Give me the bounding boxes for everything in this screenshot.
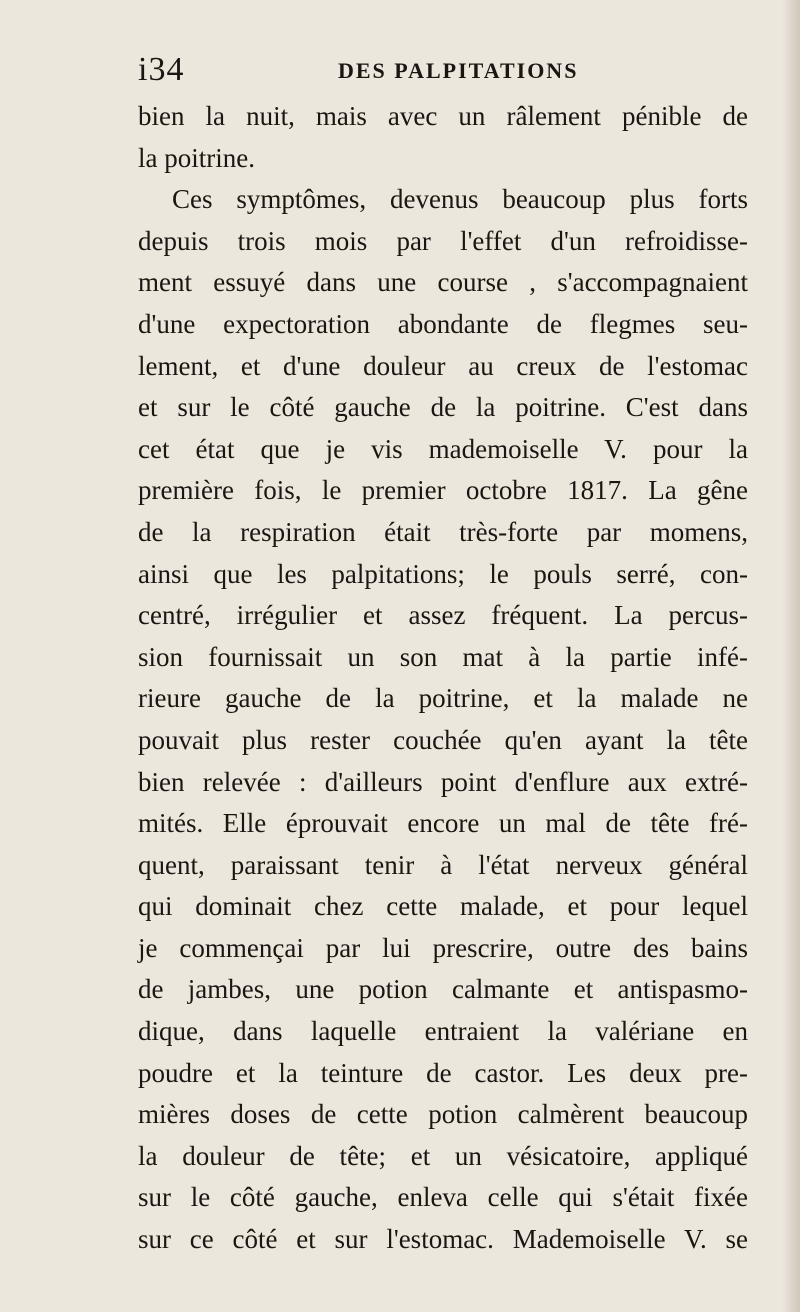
text-line: Ces symptômes, devenus beaucoup plus forts bbox=[172, 184, 748, 215]
text-line: lement, et d'une douleur au creux de l'estomac bbox=[138, 350, 748, 381]
text-line: et sur le côté gauche de la poitrine. C'est dans bbox=[138, 392, 748, 423]
text-line: poudre et la teinture de castor. Les deux pre- bbox=[138, 1057, 748, 1088]
text-line: mières doses de cette potion calmèrent beaucoup bbox=[138, 1099, 748, 1130]
text-line: quent, paraissant tenir à l'état nerveux général bbox=[138, 849, 748, 880]
text-line: qui dominait chez cette malade, et pour lequel bbox=[138, 891, 748, 922]
text-line: ainsi que les palpitations; le pouls serré, con- bbox=[138, 558, 748, 589]
text-line: ment essuyé dans une course , s'accompagnaient bbox=[138, 267, 748, 298]
text-line: première fois, le premier octobre 1817. La gêne bbox=[138, 475, 748, 506]
text-line: centré, irrégulier et assez fréquent. La percus- bbox=[138, 600, 748, 631]
text-line: bien la nuit, mais avec un râlement pénible de bbox=[138, 101, 748, 131]
running-title: DES PALPITATIONS bbox=[338, 58, 579, 83]
text-line: dique, dans laquelle entraient la valériane en bbox=[138, 1016, 748, 1047]
text-line: de jambes, une potion calmante et antispasmo- bbox=[138, 974, 748, 1005]
text-line: cet état que je vis mademoiselle V. pour la bbox=[138, 433, 748, 464]
text-line: depuis trois mois par l'effet d'un refroidisse- bbox=[138, 225, 748, 256]
text-line: je commençai par lui prescrire, outre des bains bbox=[138, 932, 748, 963]
text-line: la poitrine. bbox=[138, 142, 255, 173]
text-line: la douleur de tête; et un vésicatoire, appliqué bbox=[138, 1140, 748, 1171]
text-line: sur le côté gauche, enleva celle qui s'était fixée bbox=[138, 1182, 748, 1213]
text-line: sion fournissait un son mat à la partie infé- bbox=[138, 641, 748, 672]
running-head bbox=[138, 48, 698, 92]
page-edge-shadow bbox=[782, 0, 800, 1312]
text-line: bien relevée : d'ailleurs point d'enflure aux extré- bbox=[138, 766, 748, 797]
text-line: pouvait plus rester couchée qu'en ayant la tête bbox=[138, 724, 748, 755]
text-line: sur ce côté et sur l'estomac. Mademoiselle V. se bbox=[138, 1224, 748, 1255]
text-line: de la respiration était très-forte par momens, bbox=[138, 516, 748, 547]
page-number: i34 bbox=[138, 51, 185, 88]
body-text bbox=[138, 96, 748, 1261]
text-line: d'une expectoration abondante de flegmes seu- bbox=[138, 308, 748, 339]
text-line: rieure gauche de la poitrine, et la malade ne bbox=[138, 683, 748, 714]
text-line: mités. Elle éprouvait encore un mal de tête fré- bbox=[138, 808, 748, 839]
